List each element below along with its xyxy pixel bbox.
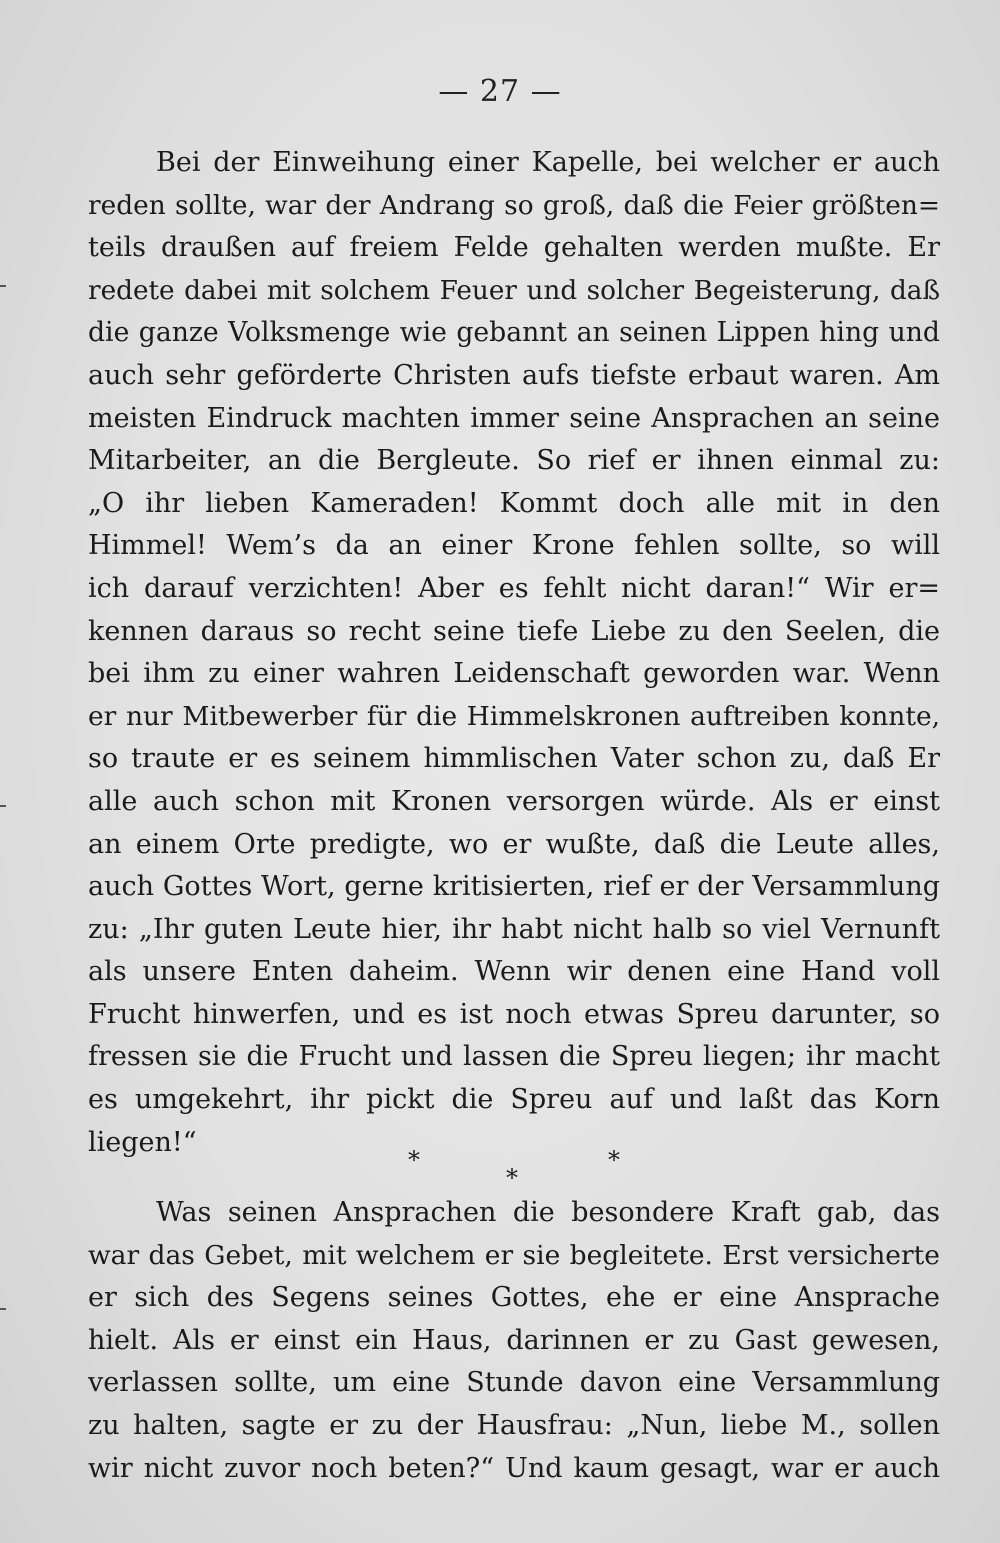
asterisk-ornament: *	[506, 1164, 518, 1192]
text-line: Bei der Einweihung einer Kapelle, bei welcher er auch	[156, 147, 940, 178]
text-line: zu: „Ihr guten Leute hier, ihr habt nicht halb so viel Vernunft	[88, 913, 940, 945]
text-line: liegen!“	[88, 1126, 197, 1158]
text-line: reden sollte, war der Andrang so groß, daß die Feier größten=	[88, 190, 940, 221]
text-line: kennen daraus so recht seine tiefe Liebe zu den Seelen, die	[88, 615, 940, 647]
paragraph-2	[88, 1192, 940, 1490]
text-line: er sich des Segens seines Gottes, ehe er eine Ansprache	[88, 1282, 940, 1314]
text-line: war das Gebet, mit welchem er sie begleitete. Erst versicherte	[88, 1239, 940, 1271]
text-line: er nur Mitbewerber für die Himmelskronen auftreiben konnte,	[88, 700, 940, 732]
text-line: verlassen sollte, um eine Stunde davon eine Versammlung	[88, 1367, 940, 1399]
text-line: wir nicht zuvor noch beten?“ Und kaum gesagt, war er auch	[88, 1452, 940, 1484]
text-line: auch sehr geförderte Christen aufs tiefste erbaut waren. Am	[88, 359, 940, 391]
paragraph-1	[88, 142, 940, 1164]
text-line: die ganze Volksmenge wie gebannt an seinen Lippen hing und	[88, 317, 940, 349]
text-line: Was seinen Ansprachen die besondere Kraft gab, das	[156, 1197, 940, 1228]
text-line: redete dabei mit solchem Feuer und solcher Begeisterung, daß	[88, 275, 940, 306]
text-line: Mitarbeiter, an die Bergleute. So rief er ihnen einmal zu:	[88, 445, 940, 477]
text-line: an einem Orte predigte, wo er wußte, daß die Leute alles,	[88, 828, 940, 860]
asterisk-ornament: *	[608, 1146, 620, 1174]
text-line: zu halten, sagte er zu der Hausfrau: „Nun, liebe M., sollen	[88, 1409, 940, 1441]
text-line: so traute er es seinem himmlischen Vater schon zu, daß Er	[88, 743, 940, 775]
binding-mark	[0, 285, 6, 287]
text-line: meisten Eindruck machten immer seine Ansprachen an seine	[88, 402, 940, 434]
text-line: Frucht hinwerfen, und es ist noch etwas Spreu darunter, so	[88, 998, 940, 1030]
text-line: fressen sie die Frucht und lassen die Spreu liegen; ihr macht	[88, 1041, 940, 1073]
page-number: — 27 —	[438, 74, 562, 109]
text-line: teils draußen auf freiem Felde gehalten werden mußte. Er	[88, 232, 940, 264]
text-line: auch Gottes Wort, gerne kritisierten, rief er der Versammlung	[88, 871, 940, 903]
text-line: bei ihm zu einer wahren Leidenschaft geworden war. Wenn	[88, 658, 940, 690]
binding-mark	[0, 1308, 6, 1310]
text-line: es umgekehrt, ihr pickt die Spreu auf und laßt das Korn	[88, 1084, 940, 1116]
text-line: Himmel! Wem’s da an einer Krone fehlen sollte, so will	[88, 530, 940, 562]
binding-mark	[0, 805, 6, 807]
text-line: ich darauf verzichten! Aber es fehlt nicht daran!“ Wir er=	[88, 572, 940, 604]
section-separator	[0, 1140, 1000, 1190]
text-line: als unsere Enten daheim. Wenn wir denen eine Hand voll	[88, 956, 940, 988]
text-line: hielt. Als er einst ein Haus, darinnen er zu Gast gewesen,	[88, 1324, 940, 1356]
text-line: „O ihr lieben Kameraden! Kommt doch alle mit in den	[88, 487, 940, 519]
text-line: alle auch schon mit Kronen versorgen würde. Als er einst	[88, 785, 940, 817]
asterisk-ornament: *	[408, 1146, 420, 1174]
